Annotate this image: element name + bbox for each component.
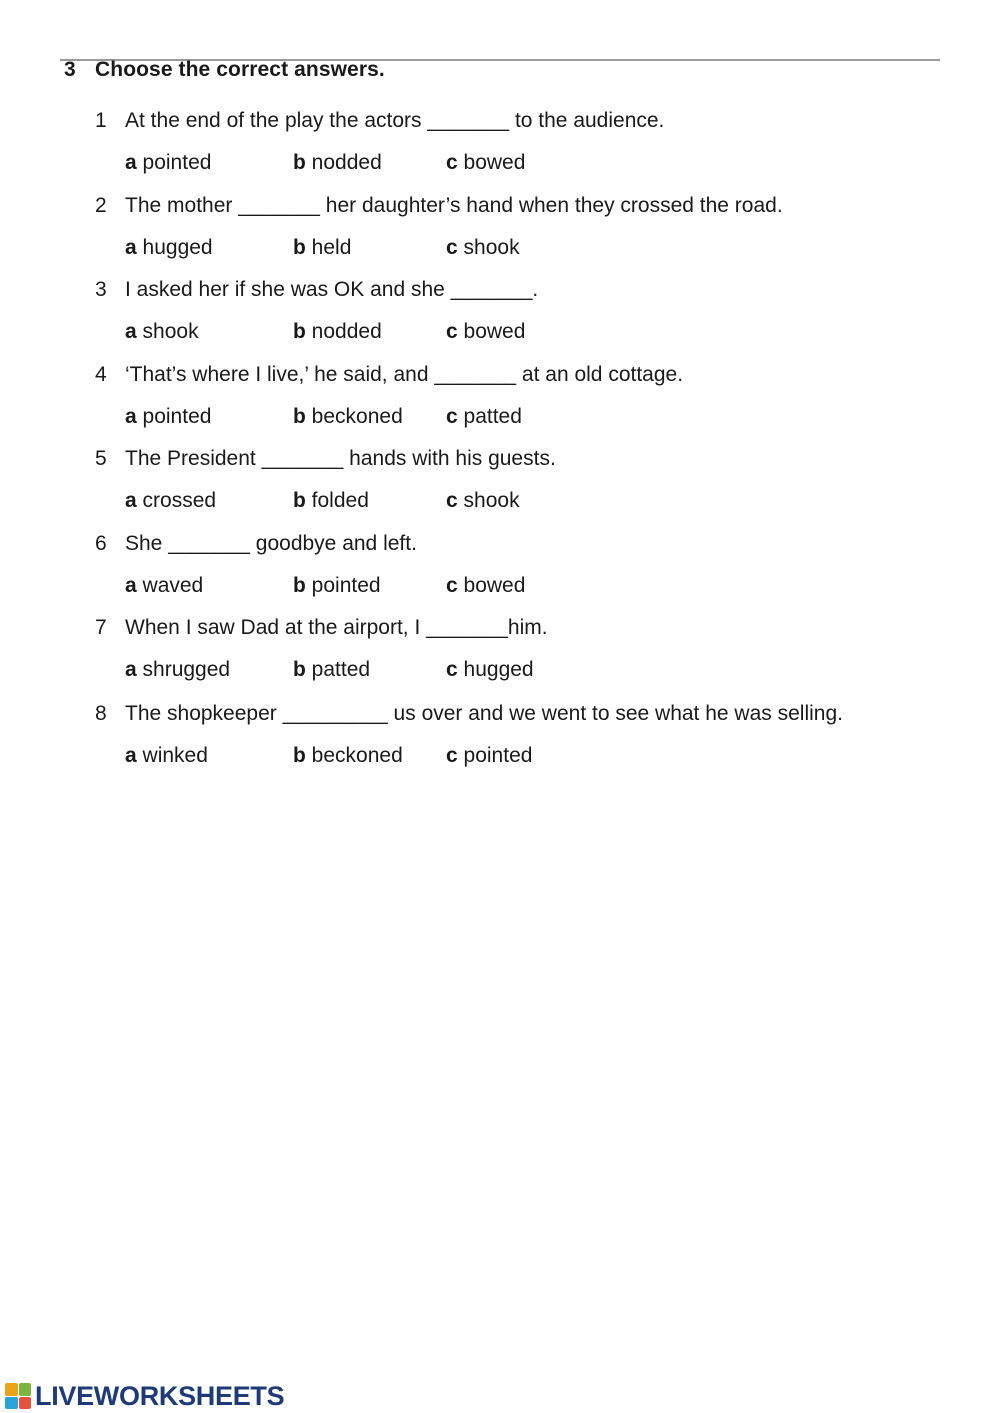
- question-6: [95, 531, 955, 597]
- option-a[interactable]: a waved: [125, 574, 204, 597]
- option-b[interactable]: b held: [293, 236, 352, 259]
- question-number: 6: [95, 532, 107, 555]
- question-text: The President _______ hands with his guests.: [125, 447, 556, 470]
- liveworksheets-logo-icon: [5, 1383, 31, 1409]
- option-a[interactable]: a shook: [125, 320, 199, 343]
- liveworksheets-footer[interactable]: [5, 1382, 284, 1410]
- question-text: The mother _______ her daughter’s hand when they crossed the road.: [125, 194, 783, 217]
- option-b[interactable]: b folded: [293, 489, 369, 512]
- question-number: 5: [95, 447, 107, 470]
- brand-name: LIVEWORKSHEETS: [35, 1380, 285, 1411]
- answer-options: [125, 488, 825, 514]
- question-3: [95, 277, 955, 343]
- option-a[interactable]: a hugged: [125, 236, 213, 259]
- exercise-number: 3: [64, 58, 76, 81]
- question-7: [95, 615, 955, 681]
- option-a[interactable]: a crossed: [125, 489, 217, 512]
- answer-options: [125, 657, 825, 683]
- exercise-instruction: Choose the correct answers.: [95, 58, 385, 81]
- question-1: [95, 108, 955, 174]
- answer-options: [125, 573, 825, 599]
- option-c[interactable]: c pointed: [446, 744, 533, 767]
- option-b[interactable]: b beckoned: [293, 744, 403, 767]
- option-a[interactable]: a winked: [125, 744, 208, 767]
- question-8: [95, 701, 955, 767]
- option-c[interactable]: c shook: [446, 236, 520, 259]
- question-number: 2: [95, 194, 107, 217]
- option-c[interactable]: c hugged: [446, 658, 534, 681]
- option-b[interactable]: b nodded: [293, 151, 382, 174]
- answer-options: [125, 235, 825, 261]
- answer-options: [125, 404, 825, 430]
- answer-options: [125, 150, 825, 176]
- answer-options: [125, 319, 825, 345]
- question-text: She _______ goodbye and left.: [125, 532, 417, 555]
- option-b[interactable]: b beckoned: [293, 405, 403, 428]
- option-b[interactable]: b patted: [293, 658, 371, 681]
- option-c[interactable]: c bowed: [446, 574, 526, 597]
- option-b[interactable]: b nodded: [293, 320, 382, 343]
- exercise-heading: [64, 58, 385, 82]
- option-a[interactable]: a shrugged: [125, 658, 231, 681]
- option-c[interactable]: c patted: [446, 405, 522, 428]
- question-text: The shopkeeper _________ us over and we went to see what he was selling.: [125, 702, 843, 725]
- question-text: At the end of the play the actors _______ to the audience.: [125, 109, 665, 132]
- answer-options: [125, 743, 825, 769]
- question-2: [95, 193, 955, 259]
- option-a[interactable]: a pointed: [125, 405, 212, 428]
- question-number: 7: [95, 616, 107, 639]
- option-c[interactable]: c bowed: [446, 320, 526, 343]
- question-number: 1: [95, 109, 107, 132]
- question-number: 4: [95, 363, 107, 386]
- option-c[interactable]: c bowed: [446, 151, 526, 174]
- question-text: ‘That’s where I live,’ he said, and _______ at an old cottage.: [125, 363, 684, 386]
- question-text: I asked her if she was OK and she _______.: [125, 278, 539, 301]
- question-5: [95, 446, 955, 512]
- option-a[interactable]: a pointed: [125, 151, 212, 174]
- question-4: [95, 362, 955, 428]
- option-c[interactable]: c shook: [446, 489, 520, 512]
- option-b[interactable]: b pointed: [293, 574, 381, 597]
- question-number: 8: [95, 702, 107, 725]
- question-text: When I saw Dad at the airport, I _______him.: [125, 616, 548, 639]
- question-number: 3: [95, 278, 107, 301]
